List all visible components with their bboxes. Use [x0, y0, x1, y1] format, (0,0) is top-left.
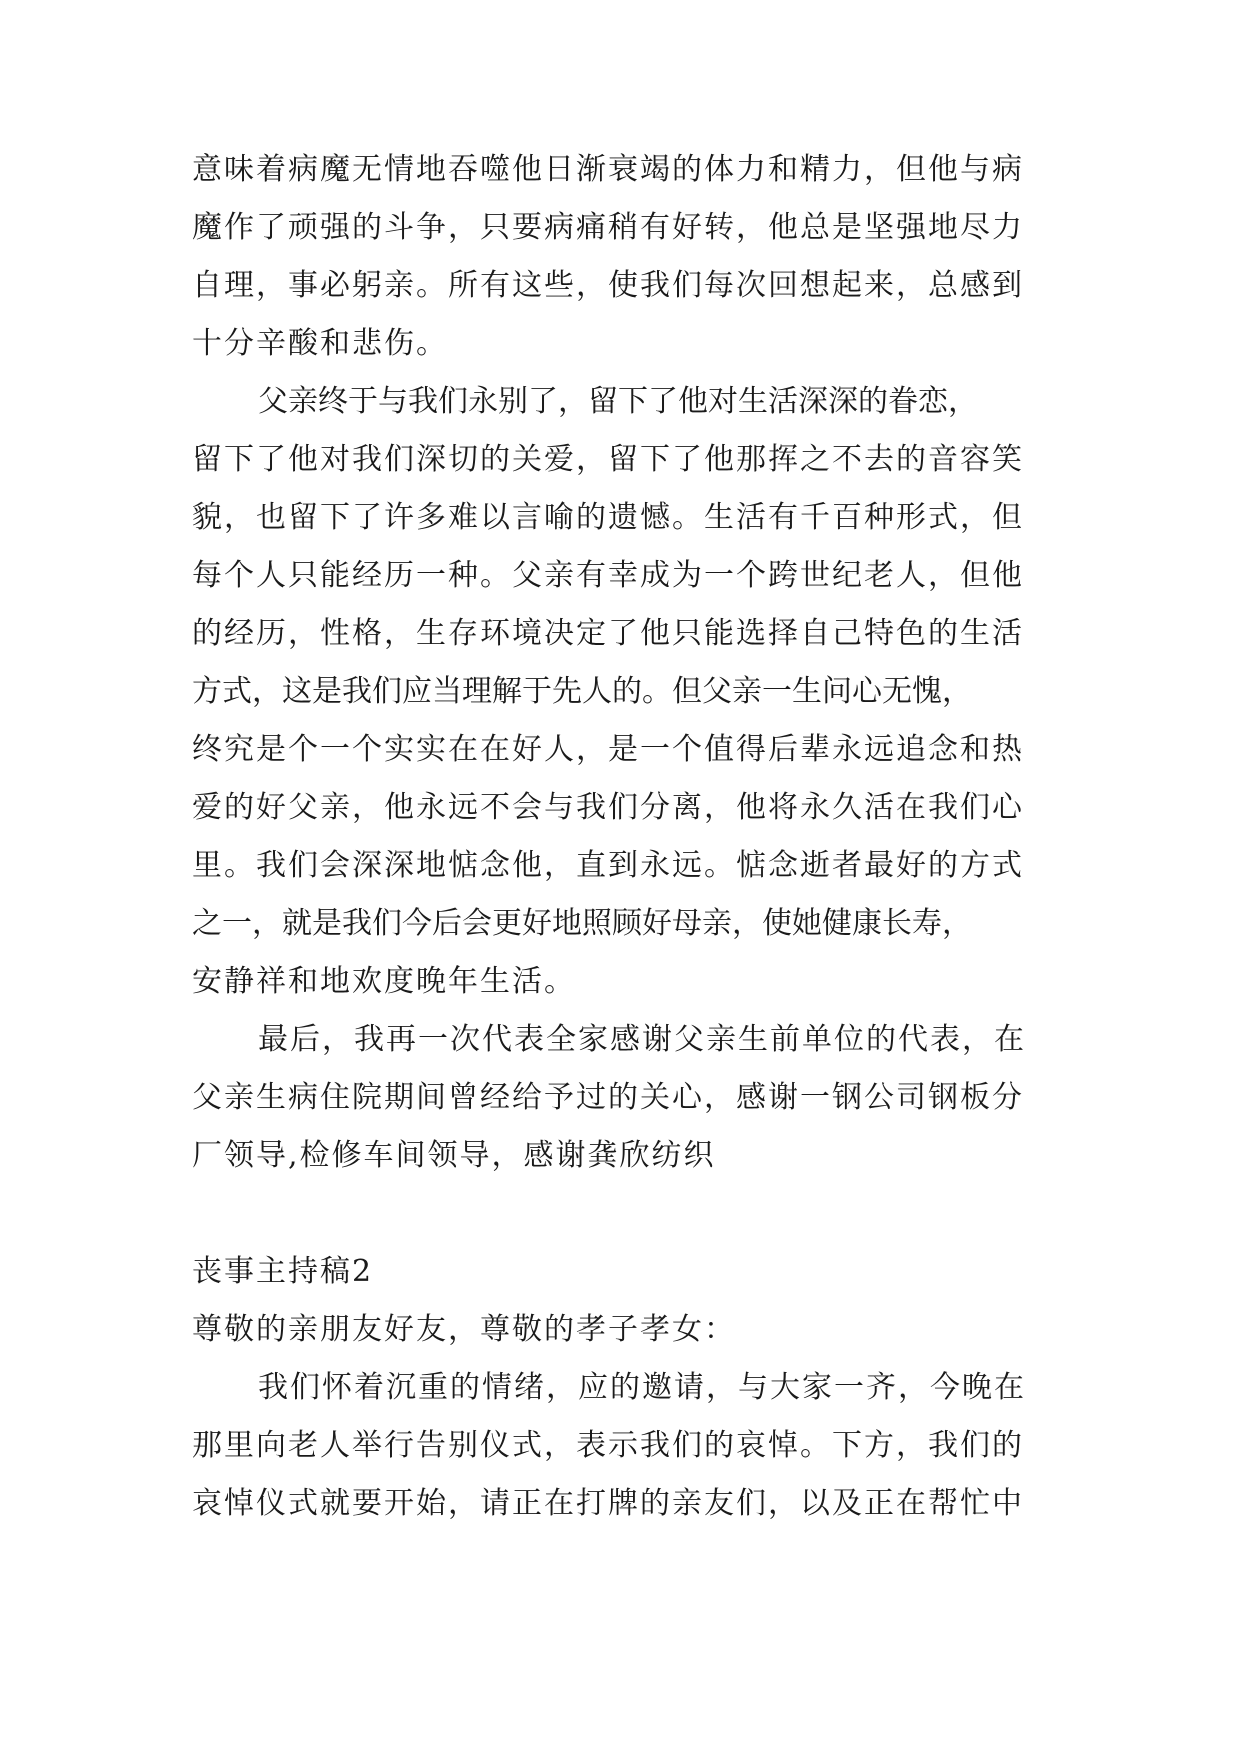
paragraph-line: 厂领导,检修车间领导，感谢龚欣纺织 — [192, 1138, 716, 1173]
salutation: 尊敬的亲朋友好友，尊敬的孝子孝女： — [192, 1312, 736, 1347]
paragraph-line: 爱的好父亲，他永远不会与我们分离，他将永久活在我们心 — [192, 790, 1024, 825]
paragraph-line: 留下了他对我们深切的关爱，留下了他那挥之不去的音容笑 — [192, 442, 1024, 477]
thanks-paragraph — [192, 1011, 1072, 1185]
paragraph-line: 的经历，性格，生存环境决定了他只能选择自己特色的生活 — [192, 616, 1024, 651]
paragraph-line: 自理，事必躬亲。所有这些，使我们每次回想起来，总感到 — [192, 268, 1024, 303]
paragraph-line: 方式，这是我们应当理解于先人的。但父亲一生问心无愧， — [192, 674, 972, 709]
farewell-paragraph — [192, 373, 1072, 1011]
opening-paragraph — [192, 1359, 1072, 1533]
paragraph-line: 哀悼仪式就要开始，请正在打牌的亲友们，以及正在帮忙中 — [192, 1486, 1024, 1521]
paragraph-line: 那里向老人举行告别仪式，表示我们的哀悼。下方，我们的 — [192, 1428, 1024, 1463]
paragraph-line: 之一，就是我们今后会更好地照顾好母亲，使她健康长寿， — [192, 906, 972, 941]
continuation-paragraph — [192, 141, 1072, 373]
paragraph-line: 最后，我再一次代表全家感谢父亲生前单位的代表，在 — [258, 1022, 1026, 1057]
paragraph-line: 里。我们会深深地惦念他，直到永远。惦念逝者最好的方式 — [192, 848, 1024, 883]
paragraph-line: 貌，也留下了许多难以言喻的遗憾。生活有千百种形式，但 — [192, 500, 1024, 535]
paragraph-line: 十分辛酸和悲伤。 — [192, 326, 448, 361]
paragraph-line: 终究是个一个实实在在好人，是一个值得后辈永远追念和热 — [192, 732, 1024, 767]
paragraph-line: 父亲生病住院期间曾经给予过的关心，感谢一钢公司钢板分 — [192, 1080, 1024, 1115]
paragraph-line: 父亲终于与我们永别了，留下了他对生活深深的眷恋， — [258, 384, 978, 419]
paragraph-line: 我们怀着沉重的情绪，应的邀请，与大家一齐，今晚在 — [258, 1370, 1026, 1405]
paragraph-line: 意味着病魔无情地吞噬他日渐衰竭的体力和精力，但他与病 — [192, 152, 1024, 187]
paragraph-line: 魔作了顽强的斗争，只要病痛稍有好转，他总是坚强地尽力 — [192, 210, 1024, 245]
paragraph-line: 每个人只能经历一种。父亲有幸成为一个跨世纪老人，但他 — [192, 558, 1024, 593]
section-title: 丧事主持稿2 — [192, 1254, 374, 1289]
paragraph-line: 安静祥和地欢度晚年生活。 — [192, 964, 576, 999]
